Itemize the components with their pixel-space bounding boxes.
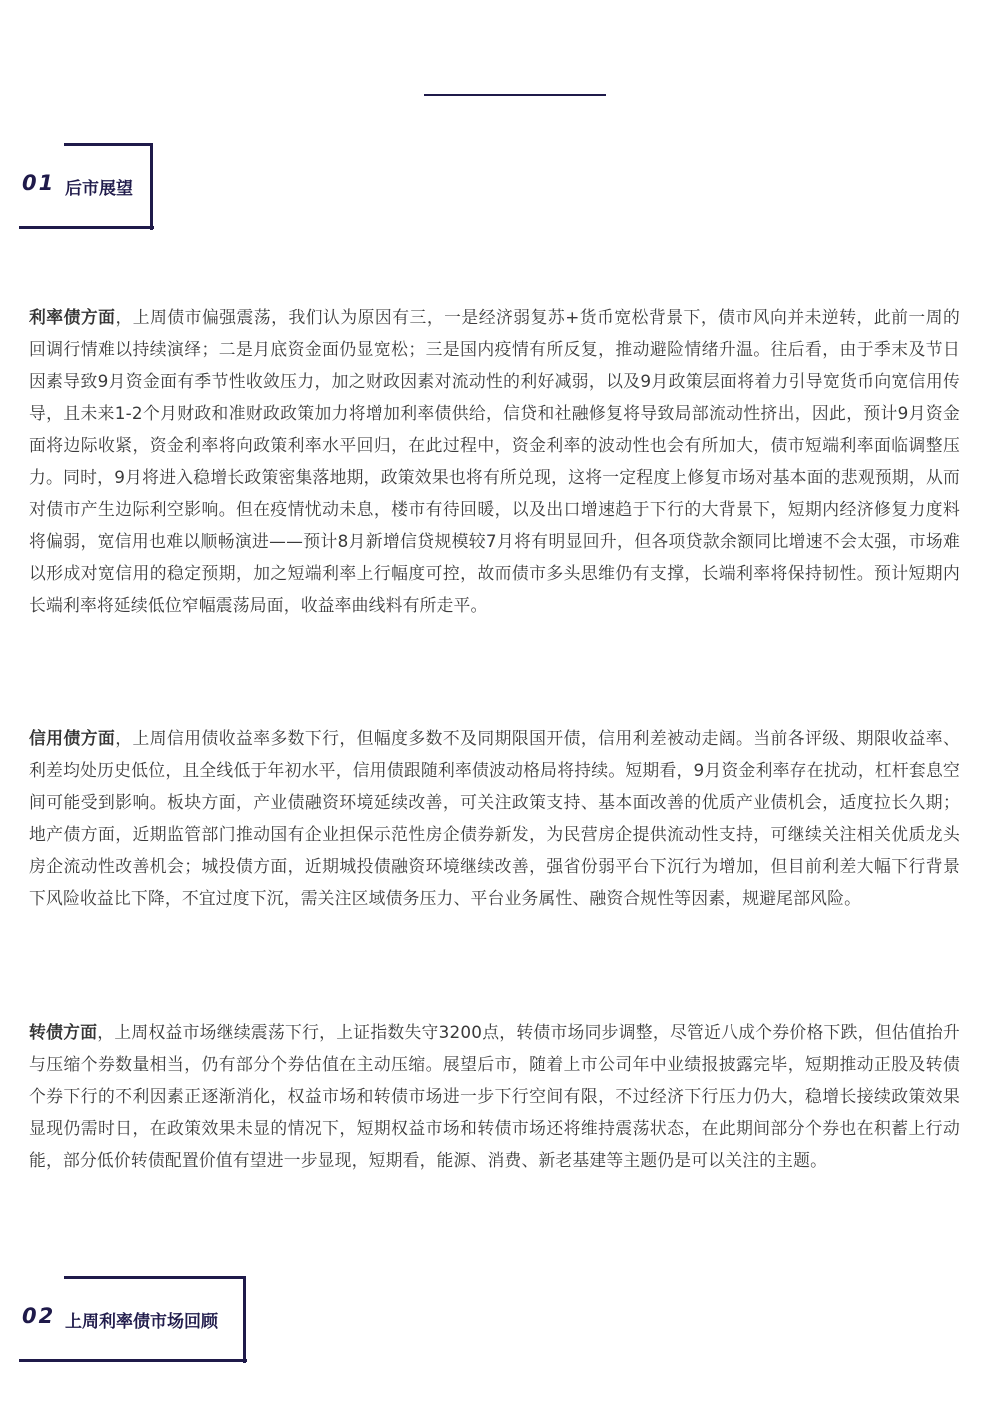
section-title: 上周利率债市场回顾 <box>65 1312 218 1332</box>
section-number: 01 <box>22 171 56 195</box>
section-header-underline <box>19 226 154 229</box>
paragraph-lead: 转债方面 <box>29 1022 98 1042</box>
paragraph-lead: 利率债方面 <box>29 307 116 327</box>
paragraph-rate-bonds <box>29 301 960 621</box>
paragraph-body: ，上周债市偏强震荡，我们认为原因有三，一是经济弱复苏+货币宽松背景下，债市风向并未逆转，此前一周的回调行情难以持续演绎；二是月底资金面仍显宽松；三是国内疫情有所反复，推动避险情绪升温。往后看，由于季末及节日因素导致9月资金面有季节性收敛压力，加之财政因素对流动性的利好减弱，以及9月政策层面将着力引导宽货币向宽信用传导，且未来1-2个月财政和准财政政策加力将增加利率债供给，信贷和社融修复将导致局部流动性挤出，因此，预计9月资金面将边际收紧，资金利率将向政策利率水平回归，在此过程中，资金利率的波动性也会有所加大，债市短端利率面临调整压力。同时，9月将进入稳增长政策密集落地期，政策效果也将有所兑现，这将一定程度上修复市场对基本面的悲观预期，从而对债市产生边际利空影响。但在疫情忧动未息，楼市有待回暖，以及出口增速趋于下行的大背景下，短期内经济修复力度料将偏弱，宽信用也难以顺畅演进——预计8月新增信贷规模较7月将有明显回升，但各项贷款余额同比增速不会太强，市场难以形成对宽信用的稳定预期，加之短端利率上行幅度可控，故而债市多头思维仍有支撑，长端利率将保持韧性。预计短期内长端利率将延续低位窄幅震荡局面，收益率曲线料有所走平。 <box>29 307 960 615</box>
top-divider-line <box>424 94 606 96</box>
section-header-outlook <box>19 143 154 229</box>
section-header-underline <box>19 1359 247 1362</box>
paragraph-convertible-bonds <box>29 1016 960 1176</box>
paragraph-body: ，上周信用债收益率多数下行，但幅度多数不及同期限国开债，信用利差被动走阔。当前各评级、期限收益率、利差均处历史低位，且全线低于年初水平，信用债跟随利率债波动格局将持续。短期看，9月资金利率存在扰动，杠杆套息空间可能受到影响。板块方面，产业债融资环境延续改善，可关注政策支持、基本面改善的优质产业债机会，适度拉长久期；地产债方面，近期监管部门推动国有企业担保示范性房企债券新发，为民营房企提供流动性支持，可继续关注相关优质龙头房企流动性改善机会；城投债方面，近期城投债融资环境继续改善，强省份弱平台下沉行为增加，但目前利差大幅下行背景下风险收益比下降，不宜过度下沉，需关注区域债务压力、平台业务属性、融资合规性等因素，规避尾部风险。 <box>29 728 960 908</box>
section-title: 后市展望 <box>65 179 133 199</box>
paragraph-credit-bonds <box>29 722 960 914</box>
section-number: 02 <box>22 1304 56 1328</box>
section-header-rate-bond-review <box>19 1276 247 1362</box>
paragraph-lead: 信用债方面 <box>29 728 116 748</box>
paragraph-body: ，上周权益市场继续震荡下行，上证指数失守3200点，转债市场同步调整，尽管近八成个券价格下跌，但估值抬升与压缩个券数量相当，仍有部分个券估值在主动压缩。展望后市，随着上市公司年中业绩报披露完毕，短期推动正股及转债个券下行的不利因素正逐渐消化，权益市场和转债市场进一步下行空间有限，不过经济下行压力仍大，稳增长接续政策效果显现仍需时日，在政策效果未显的情况下，短期权益市场和转债市场还将维持震荡状态，在此期间部分个券也在积蓄上行动能，部分低价转债配置价值有望进一步显现，短期看，能源、消费、新老基建等主题仍是可以关注的主题。 <box>29 1022 960 1170</box>
